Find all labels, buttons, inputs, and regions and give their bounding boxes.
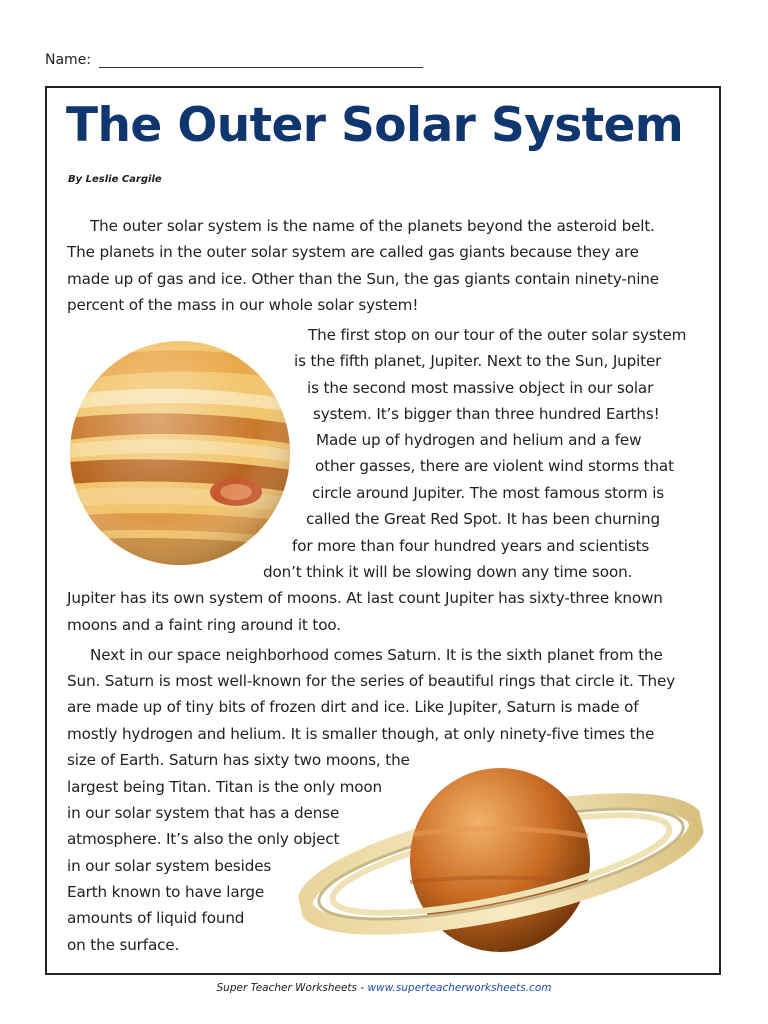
text-line: on the surface. [67, 936, 180, 954]
text-line: other gasses, there are violent wind storms that [315, 457, 674, 475]
footer-site-name: Super Teacher Worksheets [216, 982, 357, 994]
text-line: circle around Jupiter. The most famous storm is [312, 484, 665, 502]
text-line: in our solar system that has a dense [67, 804, 340, 822]
text-line: amounts of liquid found [67, 909, 245, 927]
footer-url-link[interactable]: www.superteacherworksheets.com [367, 982, 552, 994]
text-line: percent of the mass in our whole solar system! [67, 296, 419, 314]
footer [0, 982, 768, 994]
footer-separator: - [357, 982, 368, 994]
text-line: size of Earth. Saturn has sixty two moons, the [67, 751, 410, 769]
text-line: The first stop on our tour of the outer solar system [308, 326, 687, 344]
text-line: The outer solar system is the name of the planets beyond the asteroid belt. [90, 217, 655, 235]
text-line: Sun. Saturn is most well-known for the series of beautiful rings that circle it. They [67, 672, 676, 690]
text-line: don’t think it will be slowing down any time soon. [263, 563, 633, 581]
text-line: moons and a faint ring around it too. [67, 616, 341, 634]
text-line: in our solar system besides [67, 857, 272, 875]
name-field-line[interactable] [99, 67, 423, 68]
text-line: Made up of hydrogen and helium and a few [316, 431, 642, 449]
text-line: Earth known to have large [67, 883, 265, 901]
text-line: Next in our space neighborhood comes Saturn. It is the sixth planet from the [90, 646, 663, 664]
page-title: The Outer Solar System [66, 98, 684, 153]
text-line: made up of gas and ice. Other than the Sun, the gas giants contain ninety-nine [67, 270, 659, 288]
text-line: mostly hydrogen and helium. It is smaller though, at only ninety-five times the [67, 725, 655, 743]
text-line: system. It’s bigger than three hundred Earths! [313, 405, 660, 423]
text-line: for more than four hundred years and scientists [292, 537, 650, 555]
text-line: Jupiter has its own system of moons. At last count Jupiter has sixty-three known [67, 589, 663, 607]
text-line: called the Great Red Spot. It has been churning [306, 510, 660, 528]
text-line: largest being Titan. Titan is the only moon [67, 778, 383, 796]
name-label: Name: [45, 52, 92, 68]
text-line: is the fifth planet, Jupiter. Next to the Sun, Jupiter [294, 352, 662, 370]
jupiter-image [68, 340, 292, 566]
text-line: The planets in the outer solar system are called gas giants because they are [67, 243, 639, 261]
byline: By Leslie Cargile [68, 174, 162, 185]
text-line: atmosphere. It’s also the only object [67, 830, 340, 848]
text-line: is the second most massive object in our solar [307, 379, 654, 397]
text-line: are made up of tiny bits of frozen dirt and ice. Like Jupiter, Saturn is made of [67, 698, 639, 716]
